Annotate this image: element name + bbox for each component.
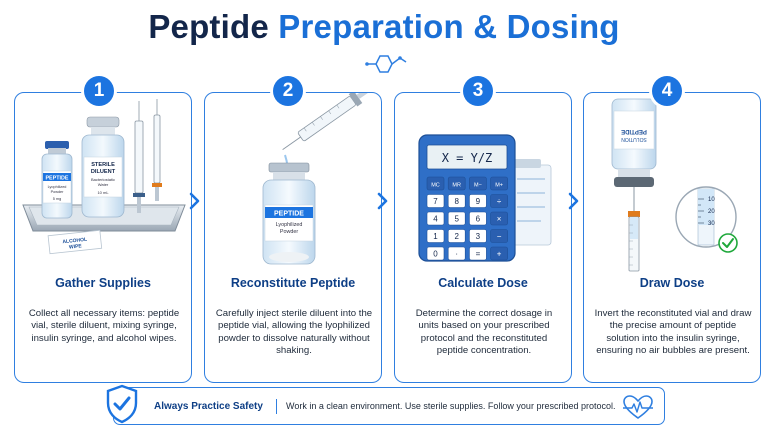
svg-text:PEPTIDE: PEPTIDE (45, 175, 69, 182)
step-1-number-badge: 1 (84, 76, 114, 106)
calculator-key-label: M+ (495, 182, 503, 189)
step-1-description: Collect all necessary items: peptide vial, sterile diluent, mixing syringe, insulin syringe, and alcohol wipes. (28, 308, 180, 344)
calculator-key-label: 9 (475, 197, 481, 206)
svg-text:5 mg: 5 mg (52, 197, 62, 201)
alcohol-wipe (48, 230, 102, 253)
step-3-description: Determine the correct dosage in units based on your prescribed protocol and the reconstituted peptide concentration. (415, 308, 553, 357)
chevron-right-icon (188, 192, 202, 210)
svg-text:Powder: Powder (279, 229, 299, 235)
heart-pulse-icon (622, 394, 654, 420)
calculator-key-label: − (496, 232, 502, 241)
svg-text:Lyophilized: Lyophilized (275, 222, 303, 228)
insulin-syringe (628, 187, 640, 271)
step-card-4 (583, 92, 761, 383)
draw-dose-illustration (584, 93, 762, 273)
svg-text:30: 30 (708, 221, 715, 227)
step-2-number-badge: 2 (273, 76, 303, 106)
reconstitute-illustration (205, 93, 383, 273)
calculator-key-label: 1 (433, 232, 438, 241)
calculator-key-label: MC (431, 182, 440, 189)
svg-text:10: 10 (708, 197, 715, 203)
calculator-key-label: × (496, 214, 502, 224)
peptide-vial-small (42, 141, 72, 218)
safety-banner (113, 387, 665, 425)
step-2-description: Carefully inject sterile diluent into the peptide vial, allowing the lyophilized powder to dissolve naturally without shaking. (215, 308, 373, 357)
svg-text:Bacteriostatic: Bacteriostatic (90, 177, 116, 182)
page-title (0, 8, 768, 46)
peptide-vial (263, 163, 315, 264)
svg-text:SOLUTION: SOLUTION (621, 136, 647, 142)
shield-check-icon (104, 383, 140, 425)
calculator-key-label: ÷ (496, 197, 502, 206)
calculator-key-label: + (496, 249, 502, 259)
molecule-icon (364, 52, 408, 78)
calculator-key-label: 0 (433, 249, 438, 259)
step-4-title: Draw Dose (639, 276, 705, 290)
svg-text:ALCOHOL: ALCOHOL (62, 236, 88, 246)
svg-text:PEPTIDE: PEPTIDE (274, 210, 304, 218)
step-card-1 (14, 92, 192, 383)
calculator-key-label: MR (452, 182, 461, 189)
step-3-number-badge: 3 (463, 76, 493, 106)
svg-text:Powder: Powder (50, 190, 64, 194)
step-3-title: Calculate Dose (438, 276, 528, 290)
diluent-vial (82, 117, 124, 217)
supplies-illustration (15, 93, 193, 273)
svg-text:STERILE: STERILE (91, 162, 115, 168)
step-2-title: Reconstitute Peptide (230, 276, 356, 290)
calculator-key-label: M− (474, 182, 482, 189)
check-icon (719, 234, 737, 252)
svg-text:PEPTIDE: PEPTIDE (621, 128, 647, 134)
calculator-key-label: 2 (454, 232, 459, 241)
calculator-key-label: 3 (475, 232, 481, 241)
step-4-number-badge: 4 (652, 76, 682, 106)
calculator-key-label: = (475, 249, 481, 259)
inverted-vial (612, 99, 656, 187)
chevron-right-icon (567, 192, 581, 210)
svg-text:WIPE: WIPE (68, 243, 83, 251)
title-part-1: Peptide (148, 8, 269, 45)
syringe-mixing (133, 101, 145, 213)
syringe-insulin (152, 99, 162, 201)
chevron-right-icon (376, 192, 390, 210)
title-part-2: Preparation & Dosing (278, 8, 620, 45)
calculator-key-label: · (455, 249, 459, 259)
step-1-title: Gather Supplies (55, 276, 151, 290)
svg-text:DILUENT: DILUENT (90, 169, 116, 175)
step-card-3 (394, 92, 572, 383)
calculator-key-label: 7 (433, 197, 438, 206)
svg-text:20: 20 (708, 209, 715, 215)
footer-separator (276, 399, 277, 414)
step-card-2 (204, 92, 382, 383)
calculator-display: X = Y/Z (441, 151, 493, 165)
svg-text:Lyophilized: Lyophilized (47, 185, 67, 189)
calculator-key-label: 5 (454, 214, 459, 224)
calculator-illustration (395, 93, 573, 273)
calculator-key-label: 4 (433, 214, 438, 224)
safety-heading: Always Practice Safety (154, 401, 263, 412)
step-4-description: Invert the reconstituted vial and draw the precise amount of peptide solution into the insulin syringe, ensuring no air bubbles are present. (594, 308, 752, 357)
svg-text:Water: Water (97, 182, 109, 187)
safety-text: Work in a clean environment. Use sterile supplies. Follow your prescribed protocol. (286, 401, 616, 411)
calculator-key-label: 8 (454, 197, 459, 206)
calculator-key-label: 6 (475, 214, 481, 224)
svg-text:10 mL: 10 mL (97, 190, 109, 195)
